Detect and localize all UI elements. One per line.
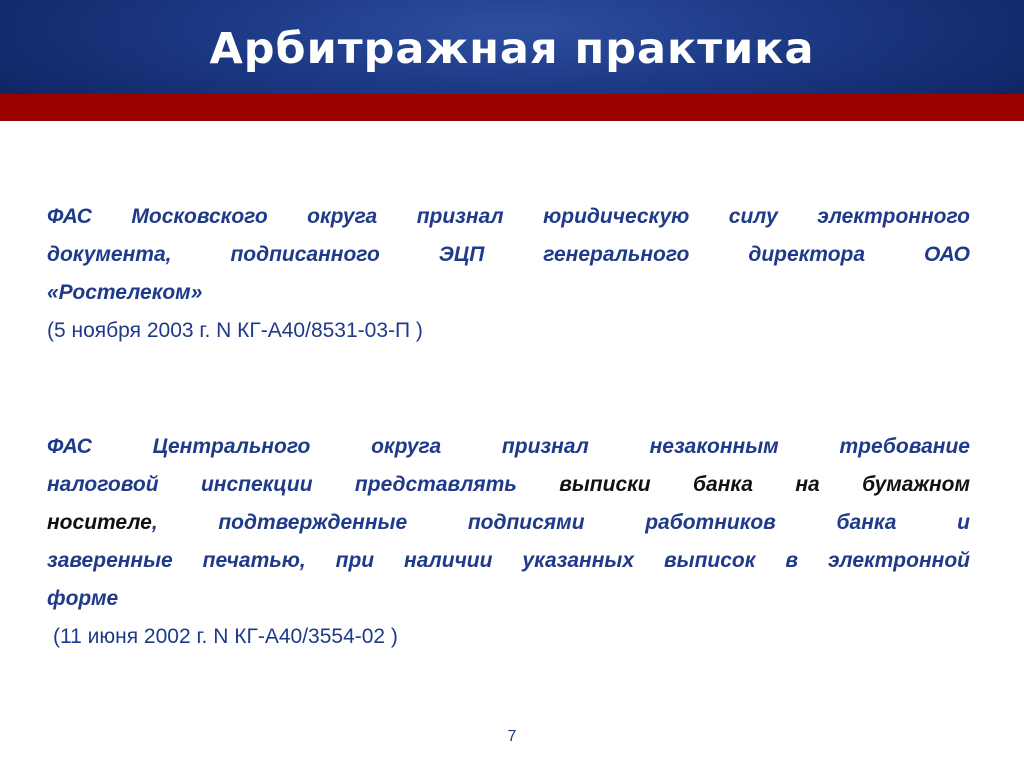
case-central-line-4: заверенные печатью, при наличии указанных выписок в электронной <box>47 549 970 572</box>
case-moscow-line-3: «Ростелеком» <box>47 281 203 304</box>
case-central-line-3 <box>47 504 970 542</box>
case-central-line-2-text: налоговой инспекции представлять <box>47 473 560 496</box>
case-moscow-reference: (5 ноября 2003 г. N КГ-А40/8531-03-П ) <box>47 319 423 342</box>
case-central <box>47 428 970 656</box>
header-accent-bar <box>0 94 1024 121</box>
case-central-line-1: ФАС Центрального округа признал незаконным требование <box>47 435 970 458</box>
case-moscow-line-1: ФАС Московского округа признал юридическую силу электронного <box>47 205 970 228</box>
page-number: 7 <box>507 728 517 745</box>
case-central-line-5: форме <box>47 587 119 610</box>
case-central-line-2 <box>47 466 970 504</box>
case-central-line-2-emphasis: выписки банка на бумажном <box>559 473 970 496</box>
case-moscow <box>47 198 970 350</box>
slide-title: Арбитражная практика <box>209 24 815 74</box>
case-central-reference: (11 июня 2002 г. N КГ-А40/3554-02 ) <box>53 625 398 648</box>
case-central-line-3-text: , подтвержденные подписями работников банка и <box>151 511 970 534</box>
case-central-line-3-emphasis: носителе <box>47 511 152 534</box>
case-moscow-line-2: документа, подписанного ЭЦП генерального директора ОАО <box>47 243 970 266</box>
